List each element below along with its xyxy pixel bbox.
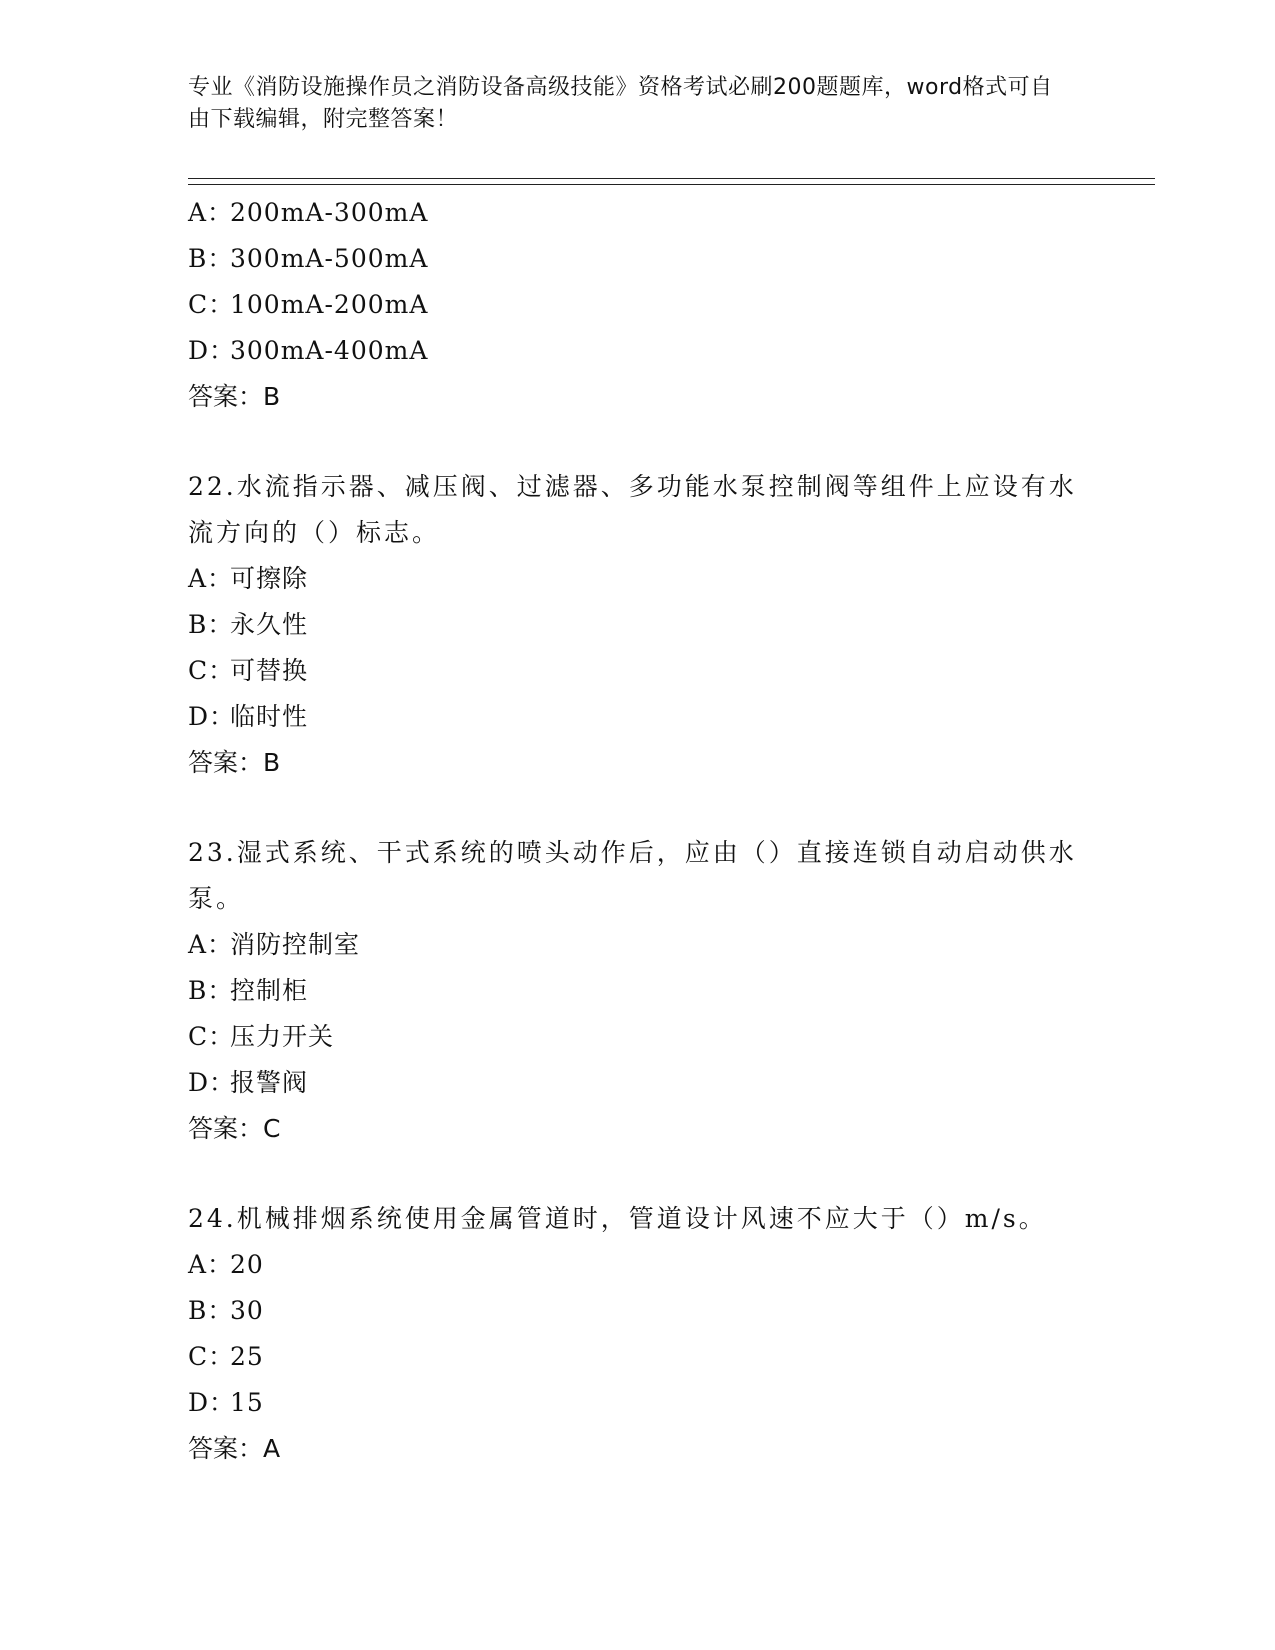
question-21-continued <box>188 190 1088 420</box>
question-22 <box>188 464 1088 786</box>
option-a: A：200mA-300mA <box>188 198 429 227</box>
option-b: B：300mA-500mA <box>188 244 429 273</box>
question-text: 24.机械排烟系统使用金属管道时，管道设计风速不应大于（）m/s。 <box>188 1204 1047 1233</box>
option-b: B：30 <box>188 1296 264 1325</box>
option-c: C：压力开关 <box>188 1022 335 1051</box>
question-23 <box>188 830 1088 1152</box>
option-d: D：报警阀 <box>188 1068 309 1097</box>
answer-line: 答案：B <box>188 748 281 777</box>
option-c: C：可替换 <box>188 656 309 685</box>
option-d: D：15 <box>188 1388 264 1417</box>
option-a: A：可擦除 <box>188 564 309 593</box>
question-text: 23.湿式系统、干式系统的喷头动作后，应由（）直接连锁自动启动供水泵。 <box>188 838 1077 913</box>
option-d: D：临时性 <box>188 702 309 731</box>
answer-line: 答案：C <box>188 1114 281 1143</box>
answer-line: 答案：B <box>188 382 281 411</box>
option-d: D：300mA-400mA <box>188 336 429 365</box>
option-c: C：25 <box>188 1342 264 1371</box>
question-24 <box>188 1196 1088 1472</box>
question-list <box>188 190 1088 1472</box>
option-c: C：100mA-200mA <box>188 290 429 319</box>
question-text: 22.水流指示器、减压阀、过滤器、多功能水泵控制阀等组件上应设有水流方向的（）标志。 <box>188 472 1077 547</box>
answer-line: 答案：A <box>188 1434 281 1463</box>
header-divider-bottom <box>188 184 1155 185</box>
document-header: 专业《消防设施操作员之消防设备高级技能》资格考试必刷200题题库，word格式可自由下载编辑，附完整答案！ <box>188 75 1053 132</box>
header-divider-top <box>188 178 1155 179</box>
option-b: B：控制柜 <box>188 976 309 1005</box>
option-a: A：20 <box>188 1250 264 1279</box>
option-b: B：永久性 <box>188 610 309 639</box>
option-a: A：消防控制室 <box>188 930 361 959</box>
